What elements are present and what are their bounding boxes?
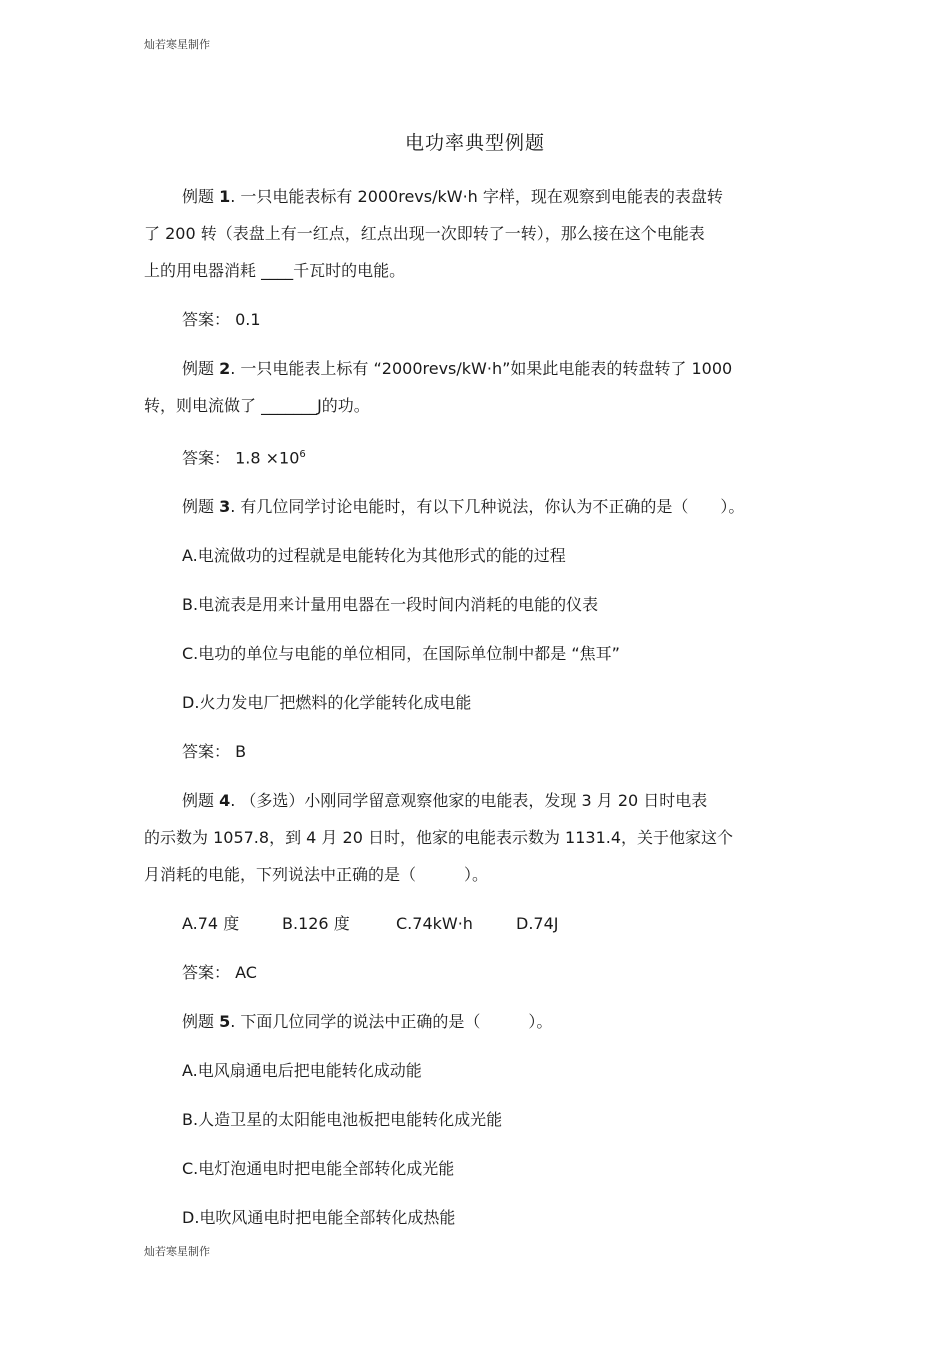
document-title: 电功率典型例题 xyxy=(404,132,545,154)
q5-option-a: A.电风扇通电后把电能转化成动能 xyxy=(182,1061,422,1081)
q4-label: 例题 xyxy=(182,791,215,811)
q4-number: 4 xyxy=(219,791,231,811)
q2-line1 xyxy=(144,350,816,387)
q4-answer-value: AC xyxy=(235,963,257,983)
q2-answer xyxy=(144,436,816,476)
q4-line1 xyxy=(144,782,816,819)
q5-option-c: C.电灯泡通电时把电能全部转化成光能 xyxy=(182,1159,455,1179)
q1-number: 1 xyxy=(219,187,231,206)
q3-answer-label: 答案： xyxy=(182,742,231,762)
q2-answer-label: 答案： xyxy=(182,448,231,468)
q3-label: 例题 xyxy=(182,497,215,517)
q1-label: 例题 xyxy=(182,187,215,206)
q3-number: 3 xyxy=(219,497,231,517)
page-footer: 灿若寒星制作 xyxy=(144,1245,210,1258)
q4-text: . （多选）小刚同学留意观察他家的电能表，发现 3 月 20 日时电表 xyxy=(230,791,708,811)
q4-option-d: D.74J xyxy=(516,914,559,934)
q3-option-b: B.电流表是用来计量用电器在一段时间内消耗的电能的仪表 xyxy=(182,595,599,615)
q5-text: . 下面几位同学的说法中正确的是（ ）。 xyxy=(230,1012,553,1032)
q2-label: 例题 xyxy=(182,359,215,378)
q4-options xyxy=(144,905,816,942)
q3-option-a: A.电流做功的过程就是电能转化为其他形式的能的过程 xyxy=(182,546,566,566)
q1-line1 xyxy=(144,178,816,215)
q2-answer-value: 1.8 ×10 xyxy=(235,448,300,468)
page-header: 灿若寒星制作 xyxy=(144,38,210,51)
q1-answer xyxy=(144,301,816,338)
q3-answer-value: B xyxy=(235,742,247,762)
q5-option-b: B.人造卫星的太阳能电池板把电能转化成光能 xyxy=(182,1110,503,1130)
q5-number: 5 xyxy=(219,1012,231,1032)
q4-option-b: B.126 度 xyxy=(282,914,350,934)
q1-answer-label: 答案： xyxy=(182,310,231,329)
q4-answer xyxy=(144,954,816,991)
q4-line3: 月消耗的电能，下列说法中正确的是（ ）。 xyxy=(144,865,489,885)
q4-option-a: A.74 度 xyxy=(182,914,240,934)
q5-option-d: D.电吹风通电时把电能全部转化成热能 xyxy=(182,1208,456,1228)
q2-answer-exponent: 6 xyxy=(299,449,306,460)
q3-option-d: D.火力发电厂把燃料的化学能转化成电能 xyxy=(182,693,472,713)
q1-line3: 上的用电器消耗 ____千瓦时的电能。 xyxy=(144,261,406,280)
q1-answer-value: 0.1 xyxy=(235,310,261,329)
q2-number: 2 xyxy=(219,359,231,378)
q5-stem xyxy=(144,1003,816,1040)
q5-label: 例题 xyxy=(182,1012,215,1032)
q1-text: . 一只电能表标有 2000revs/kW·h 字样，现在观察到电能表的表盘转 xyxy=(230,187,723,206)
q3-answer xyxy=(144,733,816,770)
q2-text: . 一只电能表上标有 “2000revs/kW·h”如果此电能表的转盘转了 1000 xyxy=(230,359,733,378)
document-body xyxy=(144,178,816,1236)
q2-line2: 转，则电流做了 _______J的功。 xyxy=(144,396,370,415)
q3-text: . 有几位同学讨论电能时，有以下几种说法，你认为不正确的是（ ）。 xyxy=(230,497,745,517)
q4-line2: 的示数为 1057.8，到 4 月 20 日时，他家的电能表示数为 1131.4，关于他家这个 xyxy=(144,828,734,848)
q4-option-c: C.74kW·h xyxy=(396,914,473,934)
q3-option-c: C.电功的单位与电能的单位相同，在国际单位制中都是 “焦耳” xyxy=(182,644,620,664)
q4-answer-label: 答案： xyxy=(182,963,231,983)
q3-stem xyxy=(144,488,816,525)
q1-line2: 了 200 转（表盘上有一红点，红点出现一次即转了一转），那么接在这个电能表 xyxy=(144,224,705,243)
